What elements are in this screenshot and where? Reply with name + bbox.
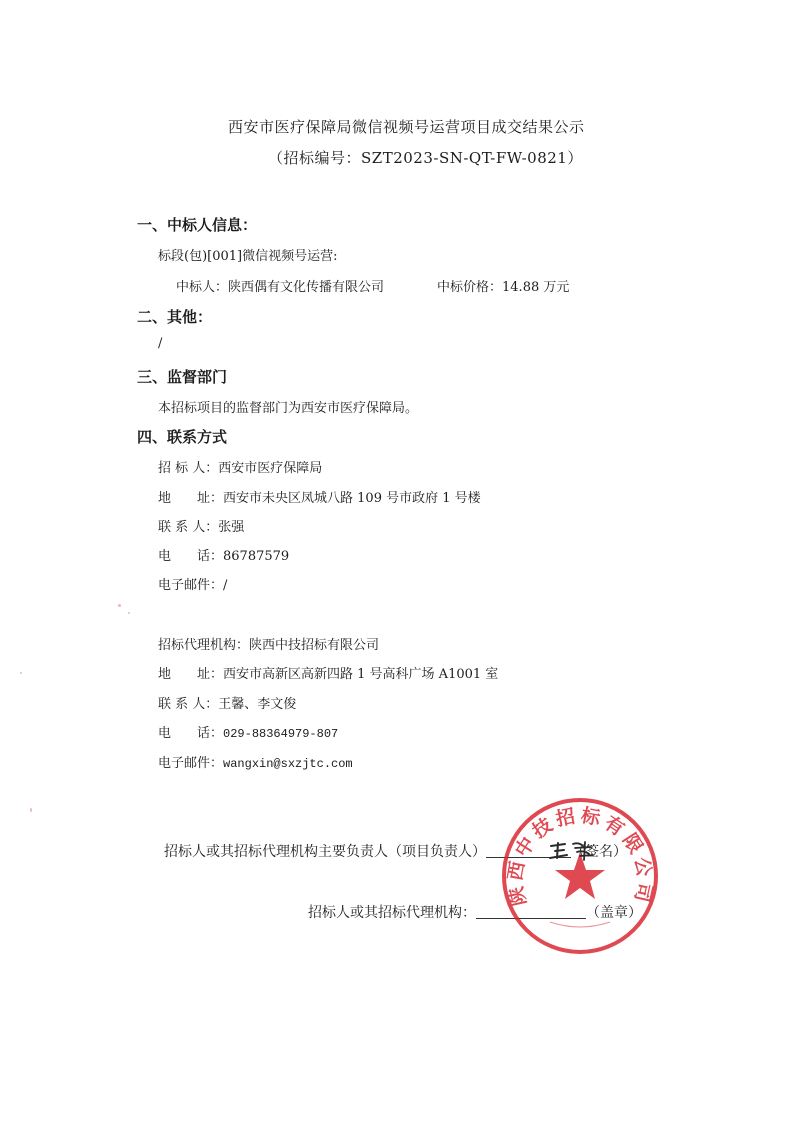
agency-contact: 王馨、李文俊	[218, 697, 297, 712]
project-number: （招标编号：SZT2023-SN-QT-FW-0821）	[268, 149, 583, 167]
price-row	[437, 276, 569, 295]
seal-suffix: （盖章）	[586, 905, 642, 921]
scan-speck	[30, 808, 32, 812]
signature-suffix: （签名）	[571, 844, 627, 860]
section-heading-supervision: 三、监督部门	[137, 368, 228, 386]
buyer-contact-row	[158, 516, 244, 535]
buyer-contact: 张强	[218, 520, 245, 535]
other-content: /	[158, 336, 163, 351]
handwritten-signature	[547, 838, 599, 864]
scan-speck	[20, 672, 22, 674]
agency-name-label: 招标代理机构：	[158, 638, 250, 653]
buyer-email-row	[158, 574, 227, 593]
section-heading-contact: 四、联系方式	[137, 428, 228, 446]
buyer-email-label: 电子邮件：	[158, 578, 224, 593]
agency-address-row	[158, 663, 498, 682]
scan-speck	[128, 612, 130, 614]
agency-name-row	[158, 634, 379, 653]
buyer-phone-row	[158, 545, 289, 564]
price-label: 中标价格：	[437, 280, 503, 295]
company-seal-stamp	[498, 794, 662, 958]
buyer-contact-label: 联 系 人：	[158, 520, 219, 535]
buyer-name: 西安市医疗保障局	[218, 461, 323, 476]
agency-contact-row	[158, 693, 296, 712]
section-heading-winner: 一、中标人信息：	[137, 216, 258, 234]
seal-line-label: 招标人或其招标代理机构：	[308, 905, 476, 921]
agency-name: 陕西中技招标有限公司	[249, 638, 380, 653]
document-title: 西安市医疗保障局微信视频号运营项目成交结果公示	[228, 118, 585, 136]
seal-text: 陕西中技招标有限公司	[504, 804, 656, 908]
winner-label: 中标人：	[176, 280, 229, 295]
supervision-content: 本招标项目的监督部门为西安市医疗保障局。	[158, 401, 419, 416]
signature-line-label: 招标人或其招标代理机构主要负责人（项目负责人）	[164, 844, 486, 860]
agency-phone: 029-88364979-807	[223, 727, 339, 741]
price-value: 14.88 万元	[502, 280, 570, 295]
winner-row	[176, 276, 384, 295]
agency-address-label: 地 址：	[158, 667, 224, 682]
agency-phone-row	[158, 722, 338, 741]
buyer-phone-label: 电 话：	[158, 549, 224, 564]
scan-speck	[118, 604, 121, 607]
agency-address: 西安市高新区高新四路 1 号高科广场 A1001 室	[223, 667, 499, 682]
section-heading-other: 二、其他：	[137, 308, 213, 326]
buyer-address: 西安市未央区凤城八路 109 号市政府 1 号楼	[223, 491, 481, 506]
buyer-name-row	[158, 457, 322, 476]
buyer-email: /	[223, 578, 228, 593]
agency-email: wangxin@sxzjtc.com	[223, 757, 353, 771]
buyer-address-label: 地 址：	[158, 491, 224, 506]
buyer-name-label: 招 标 人：	[158, 461, 219, 476]
agency-email-label: 电子邮件：	[158, 756, 224, 771]
buyer-address-row	[158, 487, 481, 506]
lot-label: 标段(包)[001]微信视频号运营:	[158, 249, 338, 264]
agency-email-row	[158, 752, 353, 771]
agency-phone-label: 电 话：	[158, 726, 224, 741]
buyer-phone: 86787579	[223, 549, 290, 564]
winner-name: 陕西偶有文化传播有限公司	[228, 280, 385, 295]
agency-contact-label: 联 系 人：	[158, 697, 219, 712]
